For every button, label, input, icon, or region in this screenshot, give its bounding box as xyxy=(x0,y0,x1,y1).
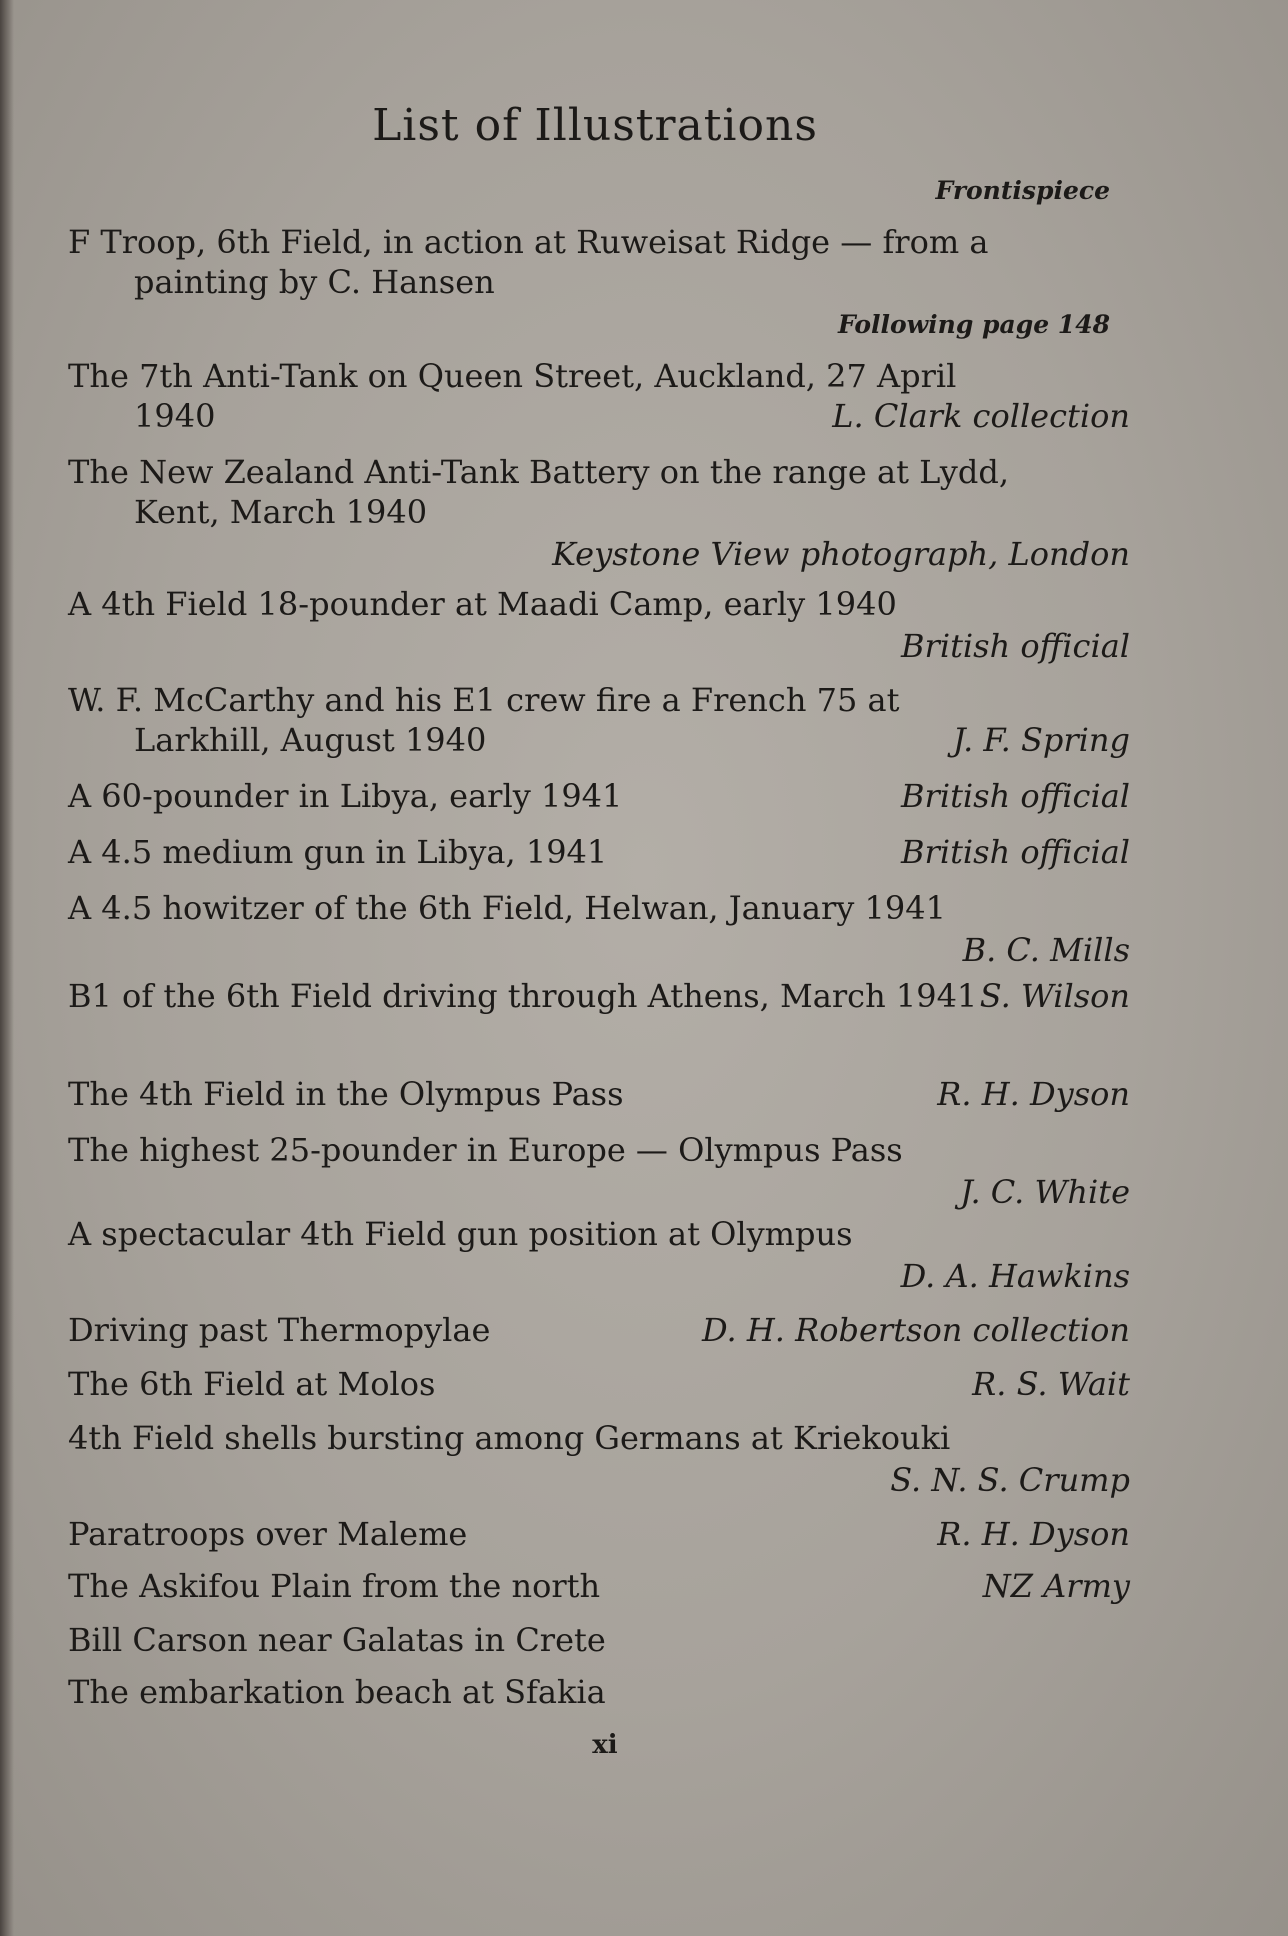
illustration-credit: R. H. Dyson xyxy=(937,1075,1130,1113)
illustration-entry xyxy=(68,1130,1130,1211)
illustration-caption: Bill Carson near Galatas in Crete xyxy=(68,1621,606,1659)
illustration-caption: A 4.5 medium gun in Libya, 1941 xyxy=(68,833,608,871)
illustration-caption: A 4.5 howitzer of the 6th Field, Helwan, January 1941 xyxy=(68,889,946,927)
illustration-credit: British official xyxy=(901,627,1130,665)
illustration-entry xyxy=(68,222,1130,302)
illustration-entry xyxy=(68,1310,1130,1350)
illustration-credit: R. H. Dyson xyxy=(937,1515,1130,1553)
illustration-caption: The New Zealand Anti-Tank Battery on the range at Lydd, Kent, March 1940 xyxy=(68,453,1009,531)
illustration-caption: The 4th Field in the Olympus Pass xyxy=(68,1075,624,1113)
section-heading-following-page: Following page 148 xyxy=(837,310,1110,339)
illustration-entry xyxy=(68,1672,1130,1712)
illustration-caption: W. F. McCarthy and his E1 crew fire a French 75 at Larkhill, August 1940 xyxy=(68,681,900,759)
illustration-caption: 4th Field shells bursting among Germans at Kriekouki xyxy=(68,1419,951,1457)
illustration-entry xyxy=(68,1364,1130,1404)
illustration-credit: NZ Army xyxy=(982,1567,1130,1605)
illustration-entry xyxy=(68,832,1130,872)
page-binding-edge xyxy=(0,0,14,1936)
illustration-caption: B1 of the 6th Field driving through Athens, March 1941 xyxy=(68,977,978,1015)
illustration-entry xyxy=(68,1214,1130,1295)
illustration-caption: The 7th Anti-Tank on Queen Street, Auckland, 27 April 1940 xyxy=(68,357,957,435)
illustration-entry xyxy=(68,888,1130,969)
illustration-caption: The 6th Field at Molos xyxy=(68,1365,436,1403)
illustration-credit: British official xyxy=(901,777,1130,815)
illustration-entry xyxy=(68,976,1130,1016)
illustration-caption: The Askifou Plain from the north xyxy=(68,1567,601,1605)
illustration-entry xyxy=(68,776,1130,816)
illustration-entry xyxy=(68,452,1130,573)
illustration-caption: Paratroops over Maleme xyxy=(68,1515,468,1553)
illustration-credit: D. A. Hawkins xyxy=(900,1257,1130,1295)
illustration-caption: The embarkation beach at Sfakia xyxy=(68,1673,606,1711)
illustration-credit: S. Wilson xyxy=(979,977,1130,1015)
illustration-entry xyxy=(68,1074,1130,1114)
illustration-caption: A 60-pounder in Libya, early 1941 xyxy=(68,777,623,815)
illustration-credit: J. C. White xyxy=(960,1173,1130,1211)
illustration-caption: A spectacular 4th Field gun position at Olympus xyxy=(68,1215,853,1253)
illustration-entry xyxy=(68,584,1130,665)
illustration-entry xyxy=(68,1566,1130,1606)
page-title: List of Illustrations xyxy=(372,100,818,151)
illustration-credit: D. H. Robertson collection xyxy=(702,1311,1130,1349)
illustration-caption: F Troop, 6th Field, in action at Ruweisat Ridge — from a painting by C. Hansen xyxy=(68,223,989,301)
illustration-credit: R. S. Wait xyxy=(972,1365,1130,1403)
illustration-credit: J. F. Spring xyxy=(952,721,1130,759)
illustration-caption: Driving past Thermopylae xyxy=(68,1311,491,1349)
illustration-credit: B. C. Mills xyxy=(962,931,1130,969)
page-number: xi xyxy=(592,1730,618,1760)
illustration-caption: A 4th Field 18-pounder at Maadi Camp, early 1940 xyxy=(68,585,897,623)
illustration-credit: Keystone View photograph, London xyxy=(552,535,1130,573)
illustration-entry xyxy=(68,1620,1130,1660)
illustration-caption: The highest 25-pounder in Europe — Olympus Pass xyxy=(68,1131,903,1169)
illustration-entry xyxy=(68,1514,1130,1554)
section-heading-frontispiece: Frontispiece xyxy=(935,176,1110,205)
illustration-credit: S. N. S. Crump xyxy=(890,1461,1130,1499)
illustration-entry xyxy=(68,356,1130,436)
illustration-credit: British official xyxy=(901,833,1130,871)
illustration-entry xyxy=(68,1418,1130,1499)
illustration-entry xyxy=(68,680,1130,760)
illustration-credit: L. Clark collection xyxy=(832,397,1130,435)
